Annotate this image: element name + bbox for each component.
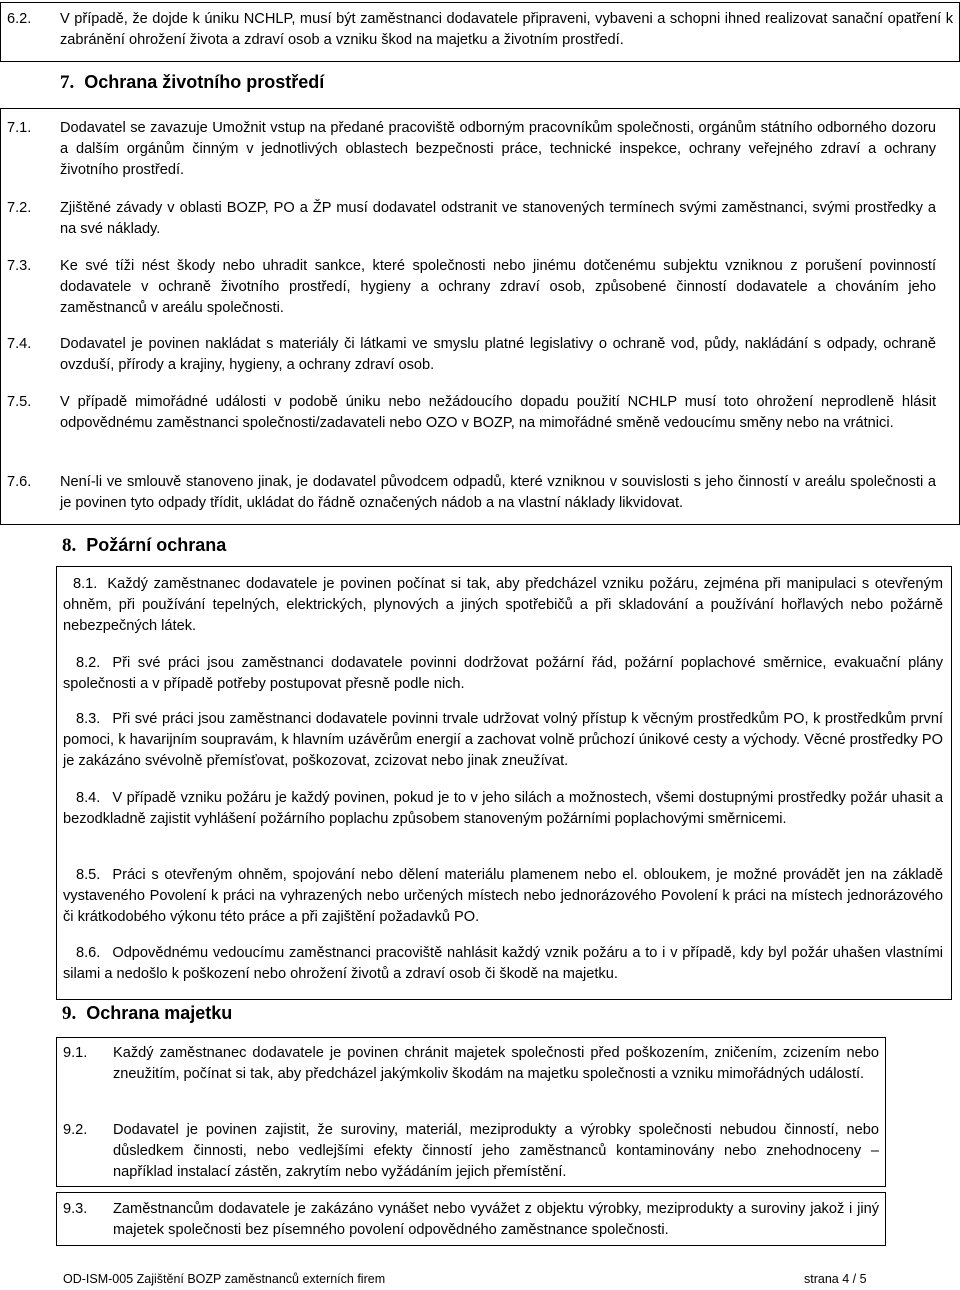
item-number: 9.3. <box>63 1201 88 1217</box>
item-number: 6.2. <box>7 11 32 27</box>
item-number: 7.2. <box>7 200 32 216</box>
paragraph-9-1: Každý zaměstnanec dodavatele je povinen chránit majetek společnosti před poškozením, zničením, zcizením nebo zneužitím, počínat si tak, aby předcházel jakýmkoliv škodám na majetku společnosti a vzniku mimořádných událostí. <box>113 1045 879 1082</box>
item-number: 7.4. <box>7 336 32 352</box>
item-number: 7.6. <box>7 474 32 490</box>
paragraph-9-2: Dodavatel je povinen zajistit, že suroviny, materiál, meziprodukty a výrobky společnosti nebudou činností, nebo důsledkem činnosti, nebo vedlejšími efekty činností jeho zaměstnanců kontaminovány nebo znehodnoceny – například instalací zástěn, zakrytím nebo vyžádáním jejich přemístění. <box>113 1122 879 1180</box>
item-number: 7.3. <box>7 258 32 274</box>
paragraph-7-3: Ke své tíži nést škody nebo uhradit sankce, které společnosti nebo jinému dotčenému subjektu vzniknou z porušení povinností dodavatele v ochraně životního prostředí, hygieny a ochrany zdraví osob, způsobené činností dodavatele a chováním jeho zaměstnanců v areálu společnosti. <box>60 258 936 316</box>
footer-document-name: OD-ISM-005 Zajištění BOZP zaměstnanců externích firem <box>63 1272 386 1286</box>
paragraph-6-2: V případě, že dojde k úniku NCHLP, musí být zaměstnanci dodavatele připraveni, vybaveni a schopni ihned realizovat sanační opatření k zabránění ohrožení života a zdraví osob a vzniku škod na majetku a životním prostředí. <box>60 11 953 48</box>
footer-page-number: strana 4 / 5 <box>804 1272 867 1286</box>
paragraph-8-4: 8.4. V případě vzniku požáru je každý povinen, pokud je to v jeho silách a možnostech, všemi dostupnými prostředky požár uhasit a bezodkladně zajistit vyhlášení požárního poplachu způsobem stanoveným požárními poplachovými směrnicemi. <box>63 790 943 827</box>
item-number: 8.2. <box>76 655 101 671</box>
section-8-heading <box>62 535 226 556</box>
paragraph-8-1: 8.1. Každý zaměstnanec dodavatele je povinen počínat si tak, aby předcházel vzniku požáru, zejména při manipulaci s otevřeným ohněm, při používání tepelných, elektrických, plynových a jiných spotřebičů a při skladování a používání hořlavých nebo požárně nebezpečných látek. <box>63 576 943 634</box>
section-number: 9. <box>62 1003 77 1024</box>
item-number: 7.1. <box>7 120 32 136</box>
item-number: 8.6. <box>76 945 101 961</box>
item-number: 8.5. <box>76 867 101 883</box>
item-number: 8.4. <box>76 790 101 806</box>
paragraph-7-5: V případě mimořádné události v podobě úniku nebo nežádoucího dopadu použití NCHLP musí toto ohrožení neprodleně hlásit odpovědnému zaměstnanci společnosti/zadavateli nebo OZO v BOZP, na mimořádné směně vedoucímu směny nebo na vrátnici. <box>60 394 936 431</box>
section-number: 7. <box>60 72 75 93</box>
section-title: Ochrana majetku <box>86 1003 233 1023</box>
section-9-heading <box>62 1003 232 1024</box>
paragraph-8-2: 8.2. Při své práci jsou zaměstnanci dodavatele povinni dodržovat požární řád, požární poplachové směrnice, evakuační plány společnosti a v případě potřeby postupovat přesně podle nich. <box>63 655 943 692</box>
section-title: Požární ochrana <box>86 535 227 555</box>
item-number: 9.2. <box>63 1122 88 1138</box>
item-number: 8.3. <box>76 711 101 727</box>
paragraph-8-3: 8.3. Při své práci jsou zaměstnanci dodavatele povinni trvale udržovat volný přístup k věcným prostředkům PO, k prostředkům první pomoci, k havarijním soupravám, k hlavním uzávěrům energií a zachovat volně průchozí únikové cesty a východy. Věcné prostředky PO je zakázáno svévolně přemísťovat, poškozovat, zcizovat nebo jinak zneužívat. <box>63 711 943 769</box>
paragraph-9-3: Zaměstnancům dodavatele je zakázáno vynášet nebo vyvážet z objektu výrobky, meziprodukty a suroviny jakož i jiný majetek společnosti bez písemného povolení odpovědného zaměstnance společnosti. <box>113 1201 879 1238</box>
section-7-heading <box>60 72 324 93</box>
paragraph-7-4: Dodavatel je povinen nakládat s materiály či látkami ve smyslu platné legislativy o ochraně vod, půdy, nakládání s odpady, ochraně ovzduší, přírody a krajiny, hygieny, a ochrany zdraví osob. <box>60 336 936 373</box>
paragraph-7-2: Zjištěné závady v oblasti BOZP, PO a ŽP musí dodavatel odstranit ve stanovených termínech svými zaměstnanci, svými prostředky a na své náklady. <box>60 200 936 237</box>
item-number: 9.1. <box>63 1045 88 1061</box>
paragraph-8-5: 8.5. Práci s otevřeným ohněm, spojování nebo dělení materiálu plamenem nebo el. obloukem, je možné provádět jen na základě vystaveného Povolení k práci na vyhrazených nebo určených místech nebo jednorázového Povolení k práci na místech jednorázového či krátkodobého výkonu této práce a při zajištění požadavků PO. <box>63 867 943 925</box>
paragraph-7-6: Není-li ve smlouvě stanoveno jinak, je dodavatel původcem odpadů, které vzniknou v souvislosti s jeho činností v areálu společnosti a je povinen tyto odpady třídit, ukládat do řádně označených nádob a na vlastní náklady likvidovat. <box>60 474 936 511</box>
section-number: 8. <box>62 535 77 556</box>
item-number: 7.5. <box>7 394 32 410</box>
paragraph-8-6: 8.6. Odpovědnému vedoucímu zaměstnanci pracoviště nahlásit každý vznik požáru a to i v případě, kdy byl požár uhašen vlastními silami a nedošlo k poškození nebo ohrožení životů a zdraví osob či škodě na majetku. <box>63 945 943 982</box>
section-title: Ochrana životního prostředí <box>84 72 325 92</box>
item-number: 8.1. <box>73 576 98 592</box>
paragraph-7-1: Dodavatel se zavazuje Umožnit vstup na předané pracoviště odborným pracovníkům společnosti, orgánům státního odborného dozoru a dalším orgánům činným v jednotlivých oblastech bezpečnosti práce, technické inspekce, ochrany veřejného zdraví a ochrany životního prostředí. <box>60 120 936 178</box>
